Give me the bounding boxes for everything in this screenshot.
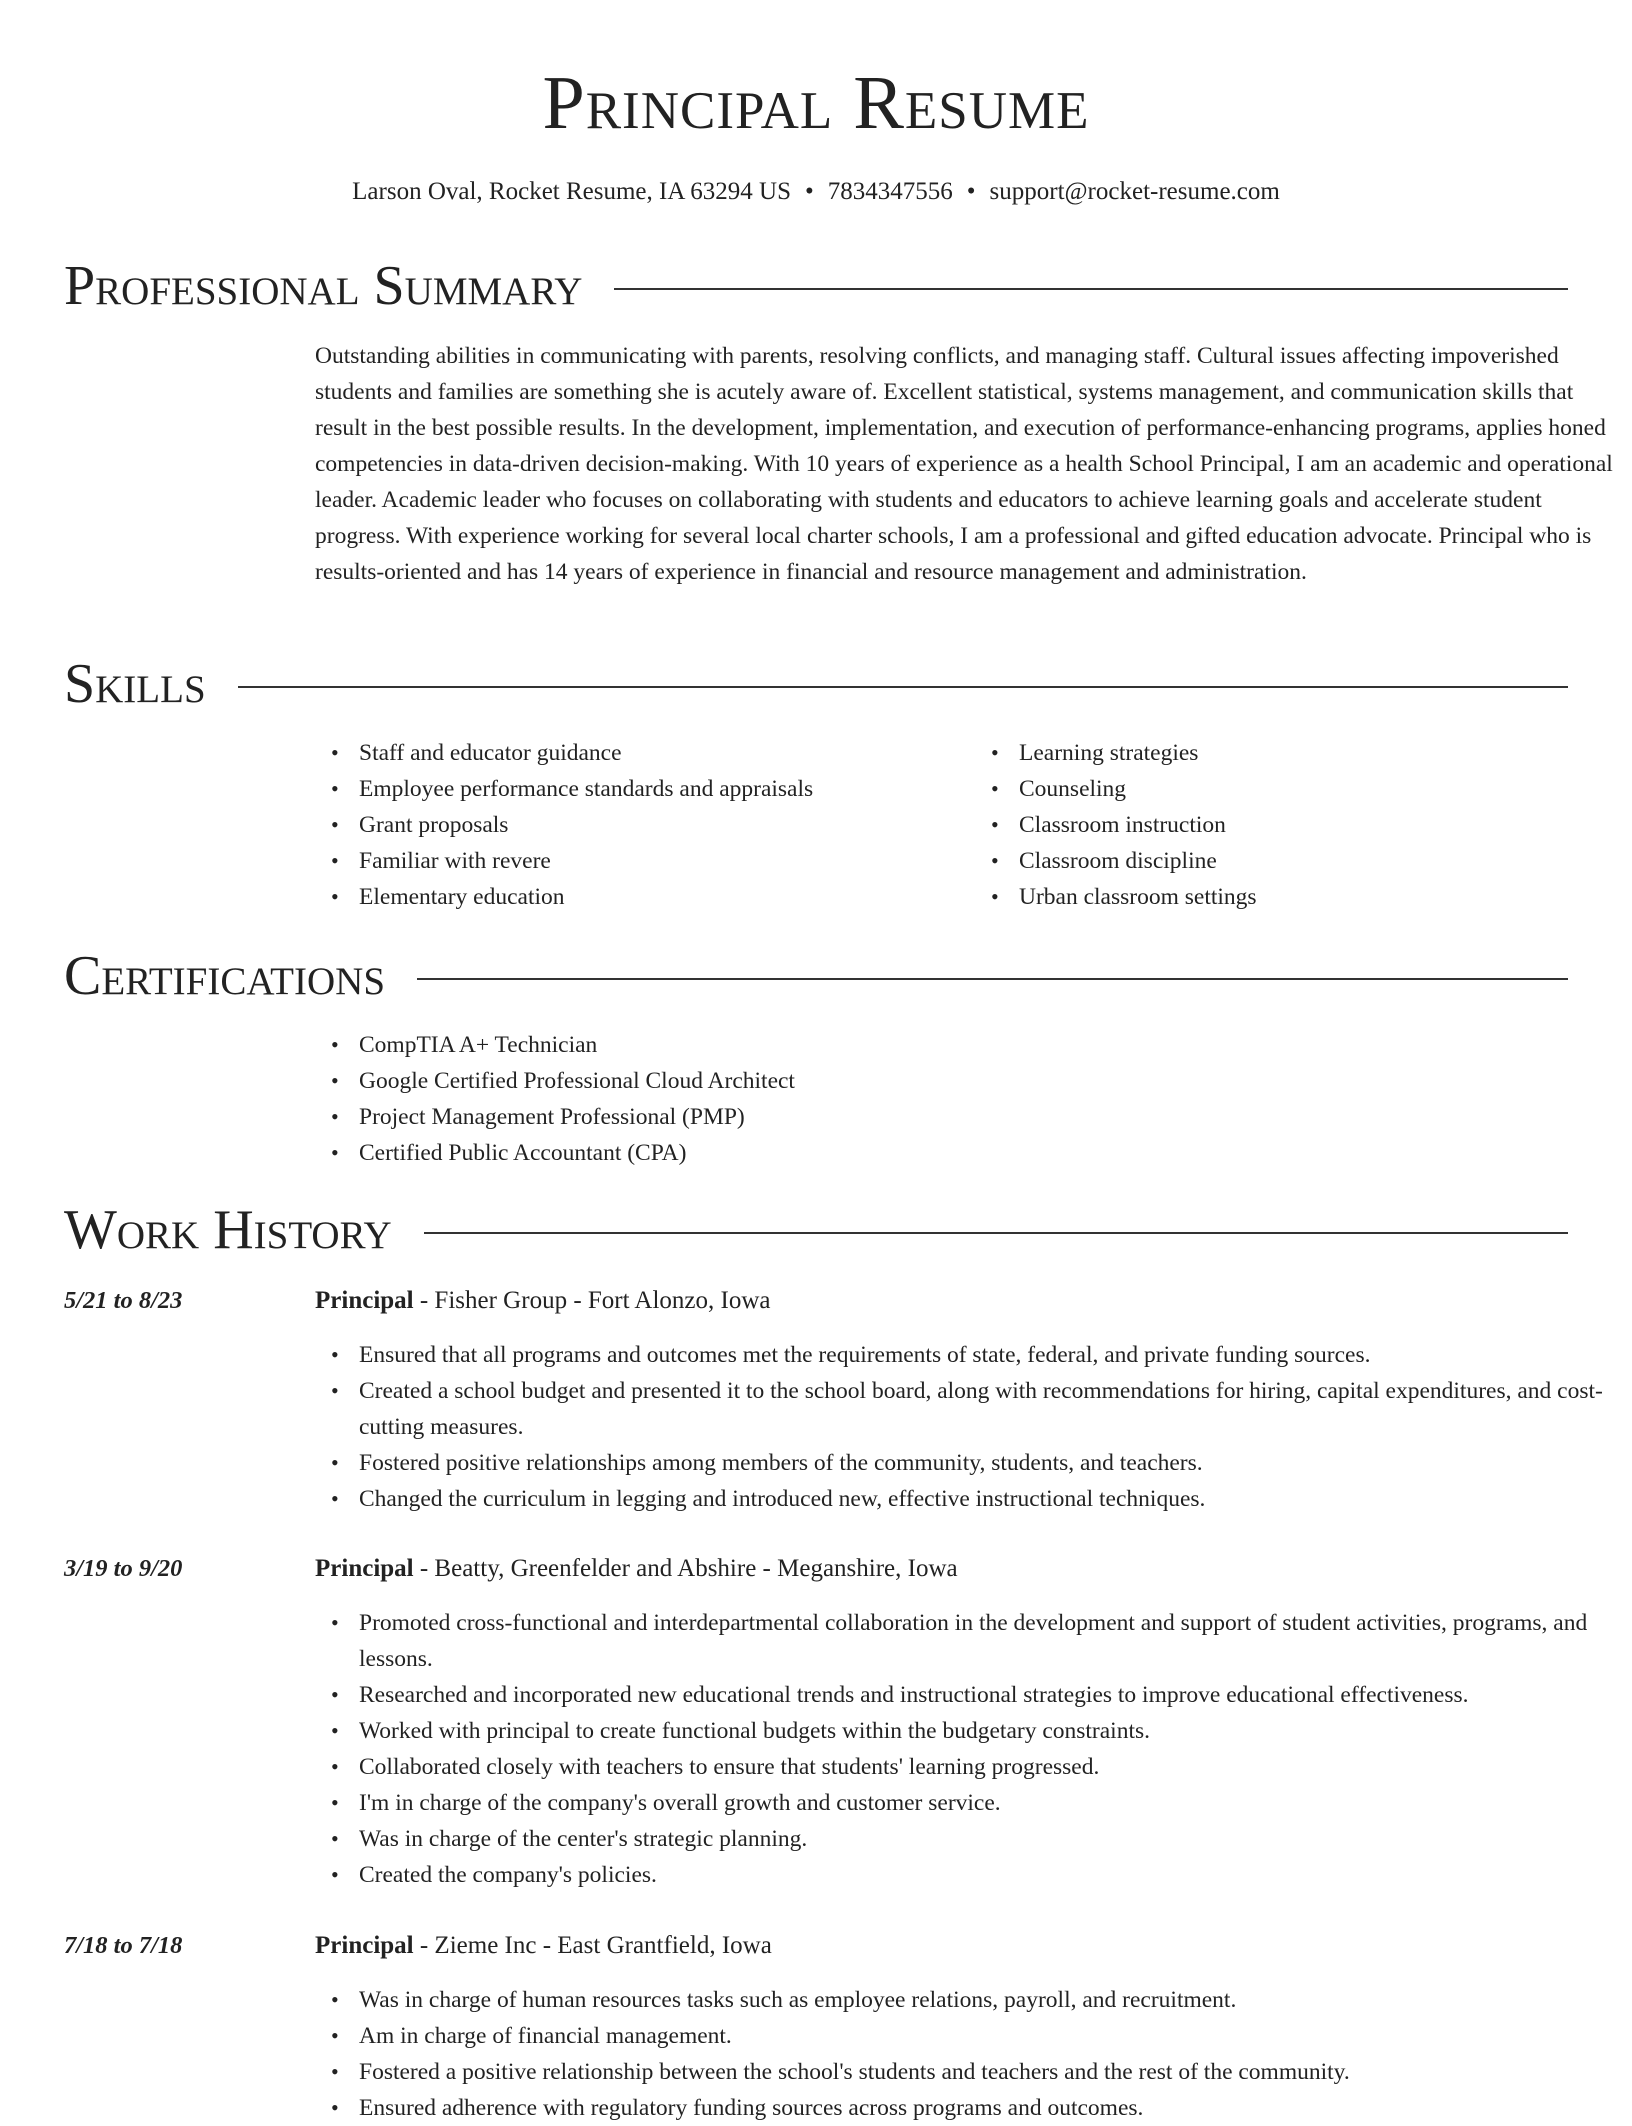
job-duties — [315, 1982, 1615, 2126]
job-duty-item: • Created a school budget and presented it to the school board, along with recommendations for hiring, capital expenditures, and cost-cutting measures. — [359, 1373, 1615, 1445]
section-divider — [614, 288, 1568, 290]
summary-section-header — [64, 254, 1568, 318]
job-details: - Fisher Group - Fort Alonzo, Iowa — [413, 1287, 771, 1314]
job-role: Principal — [315, 1555, 414, 1582]
contact-email: support@rocket-resume.com — [989, 178, 1280, 205]
job-duty-item: • Changed the curriculum in legging and introduced new, effective instructional techniques. — [359, 1481, 1615, 1517]
contact-separator: • — [966, 178, 976, 205]
resume-title: Principal Resume — [542, 61, 1090, 145]
section-divider — [417, 978, 1568, 980]
job-duty-item: • Ensured adherence with regulatory funding sources across programs and outcomes. — [359, 2090, 1615, 2126]
skill-item: • Grant proposals — [359, 807, 975, 843]
job-duty-item: • Fostered positive relationships among members of the community, students, and teachers. — [359, 1445, 1615, 1481]
skills-heading: Skills — [64, 653, 206, 715]
contact-phone: 7834347556 — [827, 178, 953, 205]
job-details: - Zieme Inc - East Grantfield, Iowa — [413, 1932, 772, 1959]
skill-item: • Classroom instruction — [1019, 807, 1632, 843]
job-duties — [315, 1337, 1615, 1517]
job-title — [315, 1551, 958, 1587]
job-duty-item: • Ensured that all programs and outcomes met the requirements of state, federal, and private funding sources. — [359, 1337, 1615, 1373]
skill-item: • Learning strategies — [1019, 735, 1632, 771]
job-duty-item: • Promoted cross-functional and interdepartmental collaboration in the development and support of student activities, programs, and lessons. — [359, 1605, 1615, 1677]
work-section-header — [64, 1198, 1568, 1262]
contact-separator: • — [805, 178, 814, 205]
job-duties-list — [315, 1982, 1615, 2126]
certifications-content — [315, 1027, 1632, 1171]
skills-content — [315, 735, 1632, 915]
job-dates: 3/19 to 9/20 — [64, 1555, 183, 1582]
skill-item: • Familiar with revere — [359, 843, 975, 879]
job-title — [315, 1928, 772, 1964]
skill-item: • Employee performance standards and appraisals — [359, 771, 975, 807]
job-duty-item: • Was in charge of human resources tasks such as employee relations, payroll, and recruitment. — [359, 1982, 1615, 2018]
work-heading: Work History — [64, 1199, 392, 1261]
job-role: Principal — [315, 1287, 414, 1314]
job-duty-item: • Am in charge of financial management. — [359, 2018, 1615, 2054]
job-duty-item: • Fostered a positive relationship between the school's students and teachers and the rest of the community. — [359, 2054, 1615, 2090]
job-dates: 7/18 to 7/18 — [64, 1932, 183, 1959]
skills-grid — [315, 735, 1632, 915]
certifications-heading: Certifications — [64, 945, 386, 1007]
contact-line — [64, 174, 1568, 210]
skills-section-header — [64, 652, 1568, 716]
job-duty-item: • Created the company's policies. — [359, 1857, 1615, 1893]
job-dates: 5/21 to 8/23 — [64, 1287, 183, 1314]
section-divider — [424, 1232, 1568, 1234]
job-role: Principal — [315, 1932, 414, 1959]
skills-list-right — [975, 735, 1632, 915]
contact-address: Larson Oval, Rocket Resume, IA 63294 US — [352, 178, 791, 205]
certification-item: • Project Management Professional (PMP) — [359, 1099, 1632, 1135]
job-duty-item: • Collaborated closely with teachers to ensure that students' learning progressed. — [359, 1749, 1615, 1785]
summary-content — [315, 338, 1615, 590]
job-duties-list — [315, 1337, 1615, 1517]
summary-heading: Professional Summary — [64, 255, 583, 317]
job-duty-item: • I'm in charge of the company's overall growth and customer service. — [359, 1785, 1615, 1821]
skill-item: • Staff and educator guidance — [359, 735, 975, 771]
summary-text: Outstanding abilities in communicating with parents, resolving conflicts, and managing staff. Cultural issues affecting impoverished students and families are something she is acutely aware of. Excellent statistical, systems management, and communication skills that result in the best possible results. In the development, implementation, and execution of performance-enhancing programs, applies honed competencies in data-driven decision-making. With 10 years of experience as a health School Principal, I am an academic and operational leader. Academic leader who focuses on collaborating with students and educators to achieve learning goals and accelerate student progress. With experience working for several local charter schools, I am a professional and gifted education advocate. Principal who is results-oriented and has 14 years of experience in financial and resource management and administration. — [315, 343, 1613, 585]
job-duties — [315, 1605, 1615, 1893]
job-details: - Beatty, Greenfelder and Abshire - Meganshire, Iowa — [413, 1555, 958, 1582]
section-divider — [238, 686, 1568, 688]
certifications-list — [315, 1027, 1632, 1171]
certification-item: • Google Certified Professional Cloud Architect — [359, 1063, 1632, 1099]
job-duties-list — [315, 1605, 1615, 1893]
skill-item: • Classroom discipline — [1019, 843, 1632, 879]
skill-item: • Elementary education — [359, 879, 975, 915]
skill-item: • Counseling — [1019, 771, 1632, 807]
skills-list-left — [315, 735, 975, 915]
job-duty-item: • Was in charge of the center's strategic planning. — [359, 1821, 1615, 1857]
certification-item: • CompTIA A+ Technician — [359, 1027, 1632, 1063]
certifications-section-header — [64, 944, 1568, 1008]
job-title — [315, 1283, 771, 1319]
certification-item: • Certified Public Accountant (CPA) — [359, 1135, 1632, 1171]
job-duty-item: • Researched and incorporated new educational trends and instructional strategies to improve educational effectiveness. — [359, 1677, 1615, 1713]
job-duty-item: • Worked with principal to create functional budgets within the budgetary constraints. — [359, 1713, 1615, 1749]
skill-item: • Urban classroom settings — [1019, 879, 1632, 915]
